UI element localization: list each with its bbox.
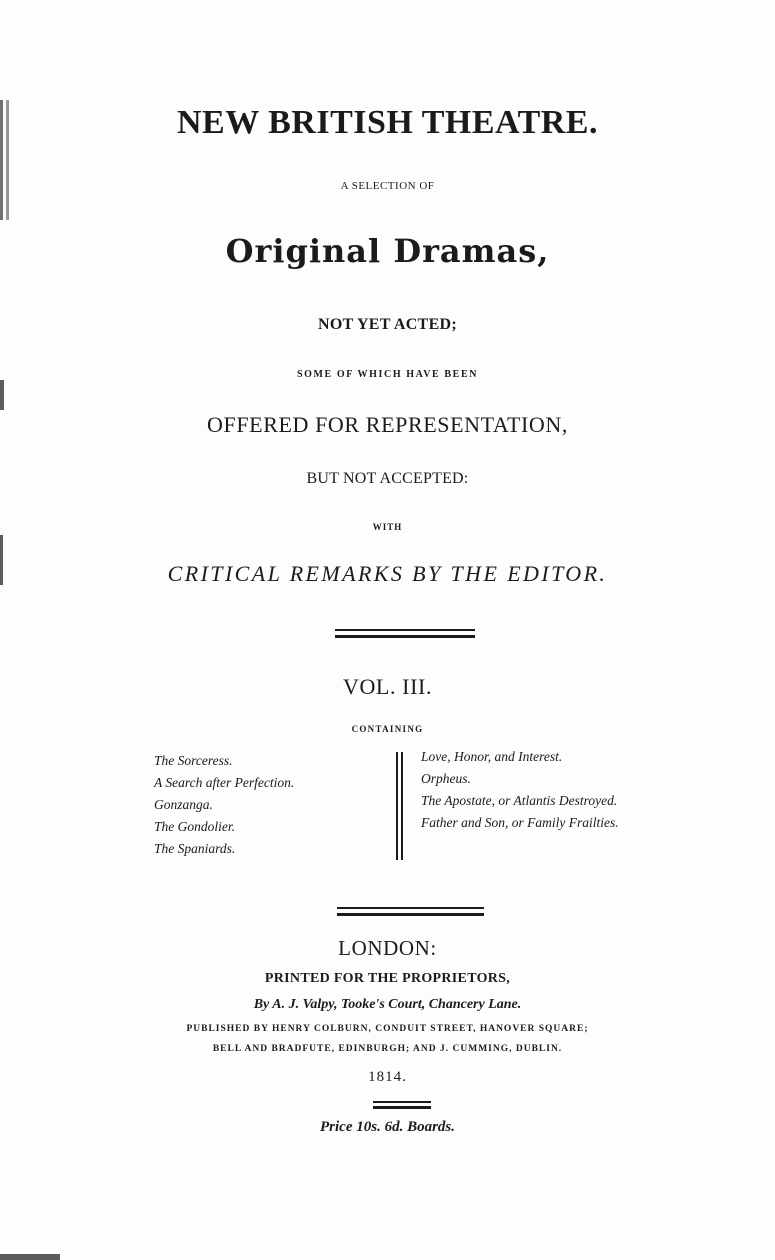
short-rule-upper — [373, 1101, 431, 1103]
double-rule-middle-upper — [337, 907, 484, 909]
line-some: SOME OF WHICH HAVE BEEN — [296, 369, 479, 380]
subtitle-intro: A SELECTION OF — [340, 180, 435, 192]
imprint-year: 1814. — [368, 1069, 407, 1085]
play-title: The Spaniards. — [154, 841, 236, 856]
binding-edge-mark — [0, 380, 14, 410]
imprint-publishers-line-1: PUBLISHED BY HENRY COLBURN, CONDUIT STREET, HANOVER SQUARE; — [186, 1024, 589, 1034]
imprint-printer: By A. J. Valpy, Tooke's Court, Chancery Lane. — [253, 997, 522, 1012]
play-title: Gonzanga. — [154, 797, 213, 812]
short-rule-lower — [373, 1106, 431, 1109]
play-title: The Sorceress. — [154, 753, 233, 768]
line-critical-remarks: CRITICAL REMARKS BY THE EDITOR. — [167, 561, 608, 586]
play-title: Orpheus. — [421, 771, 471, 786]
imprint-city: LONDON: — [338, 936, 437, 960]
play-title: Father and Son, or Family Frailties. — [421, 815, 619, 830]
play-title: Love, Honor, and Interest. — [421, 749, 563, 764]
contents-divider-right — [401, 752, 403, 860]
line-offered: OFFERED FOR REPRESENTATION, — [207, 412, 568, 437]
imprint-printed-for: PRINTED FOR THE PROPRIETORS, — [264, 971, 511, 986]
volume-number: VOL. III. — [342, 674, 433, 699]
containing-label: CONTAINING — [351, 724, 424, 734]
play-title: The Gondolier. — [154, 819, 235, 834]
double-rule-top-lower — [335, 635, 475, 638]
line-but-not-accepted: BUT NOT ACCEPTED: — [306, 470, 469, 487]
line-not-acted: NOT YET ACTED; — [317, 316, 458, 333]
play-title: The Apostate, or Atlantis Destroyed. — [421, 793, 618, 808]
double-rule-middle-lower — [337, 913, 484, 916]
double-rule-top-upper — [335, 629, 475, 631]
imprint-publishers-line-2: BELL AND BRADFUTE, EDINBURGH; AND J. CUMMING, DUBLIN. — [212, 1044, 563, 1054]
contents-divider-left — [396, 752, 398, 860]
contents-list-right — [421, 746, 619, 834]
contents-list-left — [154, 750, 294, 860]
page-title: NEW BRITISH THEATRE. — [177, 104, 598, 141]
binding-edge-mark — [0, 1240, 60, 1260]
price-line: Price 10s. 6d. Boards. — [320, 1119, 455, 1135]
subtitle-main: Original Dramas, — [225, 232, 550, 270]
line-with: WITH — [372, 522, 403, 532]
play-title: A Search after Perfection. — [154, 775, 295, 790]
